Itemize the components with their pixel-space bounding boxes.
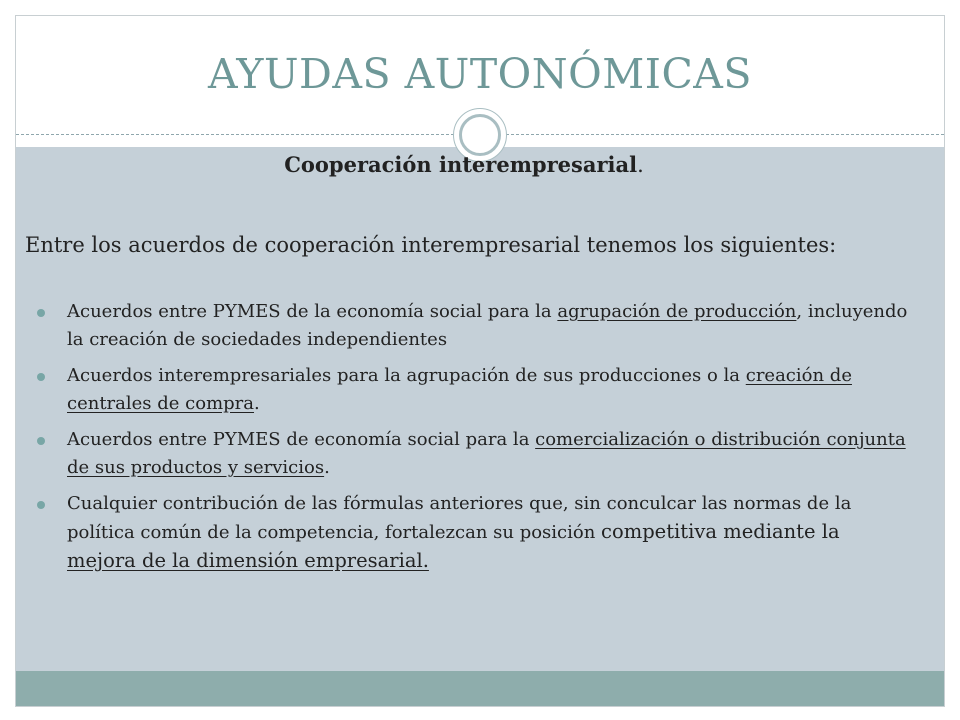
bullet-text-tail: , incluyendo la creación de sociedades independientes — [67, 301, 908, 350]
bullet-item — [30, 362, 910, 418]
bullet-icon — [37, 309, 45, 317]
bullet-underlined-text: comercialización o distribución conjunta de sus productos y servicios — [67, 429, 906, 478]
bullet-icon — [37, 373, 45, 381]
bullet-list — [30, 298, 910, 584]
subtitle-period: . — [637, 153, 644, 177]
bullet-item — [30, 490, 910, 576]
bullet-underlined-text: creación de centrales de compra — [67, 365, 852, 414]
bullet-item — [30, 426, 910, 482]
bullet-item — [30, 298, 910, 354]
bullet-text: Acuerdos interempresariales para la agrupación de sus producciones o la — [67, 365, 746, 386]
bullet-icon — [37, 501, 45, 509]
bullet-text: Cualquier contribución de las fórmulas anteriores que, sin conculcar las normas de la política común de la competencia, fortalezcan su posición — [67, 493, 852, 543]
bullet-text-tail: . — [324, 457, 330, 478]
bullet-text-tail: . — [254, 393, 260, 414]
ring-ornament-inner — [459, 114, 501, 156]
slide-subtitle — [0, 152, 928, 177]
slide-title: AYUDAS AUTONÓMICAS — [207, 50, 753, 98]
bullet-text: Acuerdos entre PYMES de economía social para la — [67, 429, 536, 450]
footer-bar — [16, 671, 944, 706]
bullet-icon — [37, 437, 45, 445]
bullet-text: Acuerdos entre PYMES de la economía social para la — [67, 301, 558, 322]
bullet-text-large: competitiva mediante la — [601, 520, 840, 543]
bullet-underlined-text: agrupación de producción — [557, 301, 797, 322]
subtitle-text: Cooperación interempresarial — [284, 152, 638, 177]
bullet-underlined-text: mejora de la dimensión empresarial. — [67, 549, 429, 572]
intro-paragraph: Entre los acuerdos de cooperación interempresarial tenemos los siguientes: — [25, 233, 837, 257]
